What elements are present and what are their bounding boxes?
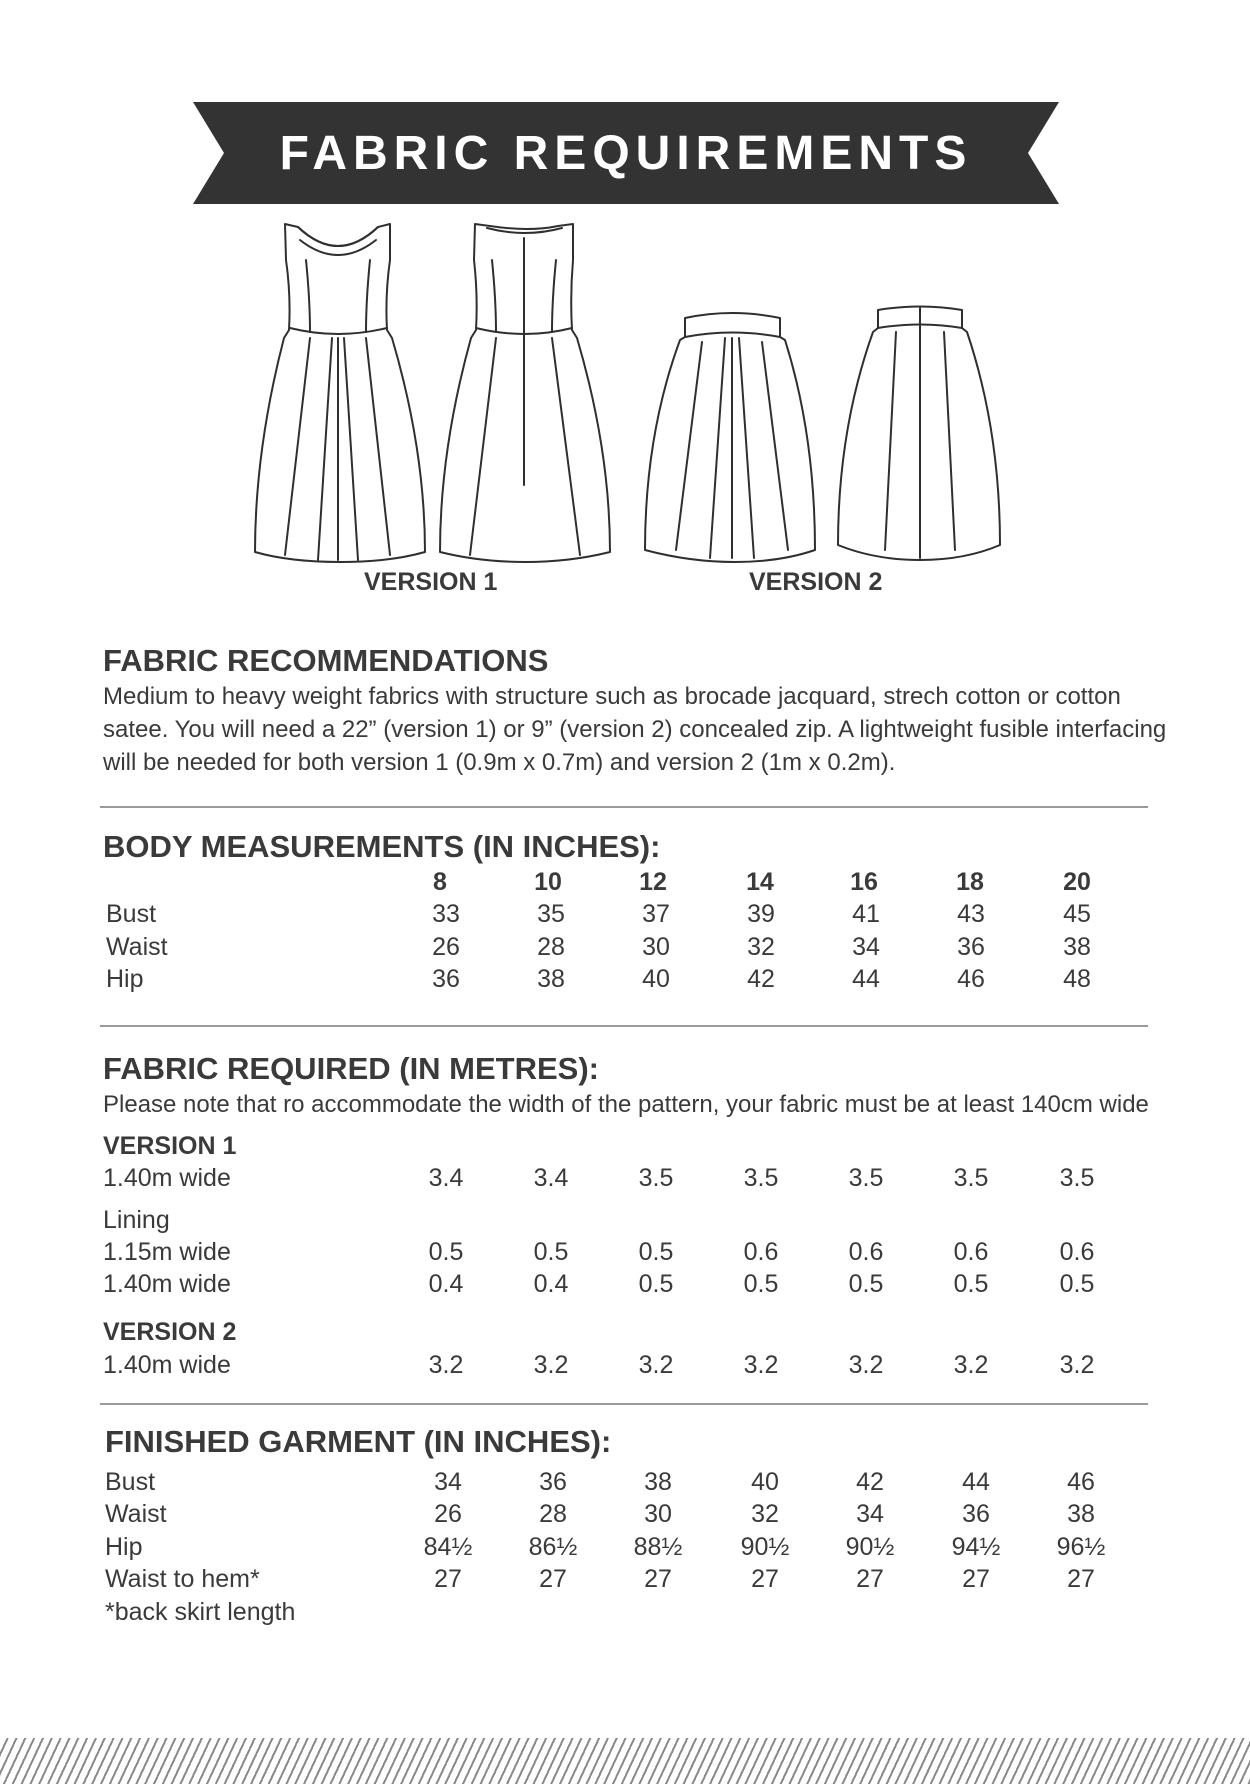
table-cell: 27 xyxy=(644,1565,672,1593)
table-cell: 33 xyxy=(432,900,460,928)
table-cell: 43 xyxy=(957,900,985,928)
recommendation-line: Medium to heavy weight fabrics with structure such as brocade jacquard, strech cotton or cotton xyxy=(103,683,1121,710)
footnote: *back skirt length xyxy=(105,1598,296,1626)
title-banner xyxy=(193,102,1059,204)
table-cell: 28 xyxy=(539,1500,567,1528)
table-cell: 0.5 xyxy=(848,1270,884,1298)
size-header: 20 xyxy=(1063,868,1091,896)
divider xyxy=(100,806,1148,808)
table-cell: 32 xyxy=(751,1500,779,1528)
table-cell: 27 xyxy=(962,1565,990,1593)
table-cell: 36 xyxy=(432,965,460,993)
divider xyxy=(100,1025,1148,1027)
table-cell: 44 xyxy=(962,1468,990,1496)
table-cell: 3.2 xyxy=(953,1351,989,1379)
table-cell: 0.5 xyxy=(743,1270,779,1298)
table-cell: 3.2 xyxy=(848,1351,884,1379)
table-cell: 27 xyxy=(751,1565,779,1593)
table-cell: 39 xyxy=(747,900,775,928)
size-header: 14 xyxy=(746,868,774,896)
table-cell: 88½ xyxy=(633,1533,683,1561)
table-cell: 27 xyxy=(434,1565,462,1593)
size-header: 18 xyxy=(956,868,984,896)
table-cell: 37 xyxy=(642,900,670,928)
page-title: FABRIC REQUIREMENTS xyxy=(279,126,973,180)
size-header: 16 xyxy=(850,868,878,896)
table-row xyxy=(0,1468,1250,1500)
version-2-label: VERSION 2 xyxy=(749,568,883,596)
table-cell: 0.6 xyxy=(953,1238,989,1266)
table-cell: 27 xyxy=(1067,1565,1095,1593)
table-row xyxy=(0,965,1250,997)
table-cell: 86½ xyxy=(528,1533,578,1561)
dress-back-drawing xyxy=(440,224,610,562)
version-2-heading: VERSION 2 xyxy=(103,1318,237,1346)
table-cell: 0.6 xyxy=(848,1238,884,1266)
table-cell: 36 xyxy=(962,1500,990,1528)
row-label: 1.40m wide xyxy=(103,1164,231,1192)
size-header: 10 xyxy=(534,868,562,896)
table-cell: 3.5 xyxy=(953,1164,989,1192)
row-label: Waist xyxy=(105,1500,167,1528)
fabric-recommendations-text xyxy=(103,680,1183,779)
row-label: Bust xyxy=(106,900,157,928)
table-cell: 3.2 xyxy=(533,1351,569,1379)
table-cell: 3.2 xyxy=(1059,1351,1095,1379)
striped-footer-border xyxy=(0,1738,1250,1784)
table-cell: 90½ xyxy=(740,1533,790,1561)
table-cell: 3.4 xyxy=(533,1164,569,1192)
table-cell: 38 xyxy=(1063,933,1091,961)
table-cell: 0.5 xyxy=(1059,1270,1095,1298)
row-label: Waist xyxy=(106,933,168,961)
table-cell: 84½ xyxy=(423,1533,473,1561)
table-cell: 0.5 xyxy=(428,1238,464,1266)
table-cell: 3.5 xyxy=(743,1164,779,1192)
table-cell: 40 xyxy=(751,1468,779,1496)
table-cell: 90½ xyxy=(845,1533,895,1561)
body-measurements-heading: BODY MEASUREMENTS (IN INCHES): xyxy=(103,829,661,864)
skirt-front-drawing xyxy=(645,313,815,562)
table-cell: 36 xyxy=(957,933,985,961)
table-cell: 0.5 xyxy=(953,1270,989,1298)
finished-garment-heading: FINISHED GARMENT (IN INCHES): xyxy=(105,1424,612,1459)
garment-illustrations xyxy=(240,220,1020,590)
table-cell: 30 xyxy=(644,1500,672,1528)
table-row xyxy=(0,933,1250,965)
table-cell: 30 xyxy=(642,933,670,961)
table-cell: 0.6 xyxy=(1059,1238,1095,1266)
row-label: Hip xyxy=(106,965,144,993)
table-cell: 96½ xyxy=(1056,1533,1106,1561)
table-cell: 48 xyxy=(1063,965,1091,993)
recommendation-line: will be needed for both version 1 (0.9m x 0.7m) and version 2 (1m x 0.2m). xyxy=(103,749,896,776)
row-label: Waist to hem* xyxy=(105,1565,260,1593)
table-cell: 28 xyxy=(537,933,565,961)
table-cell: 3.2 xyxy=(638,1351,674,1379)
table-cell: 35 xyxy=(537,900,565,928)
table-cell: 26 xyxy=(432,933,460,961)
table-row xyxy=(0,1500,1250,1532)
row-label: 1.40m wide xyxy=(103,1351,231,1379)
table-cell: 42 xyxy=(856,1468,884,1496)
table-row xyxy=(0,1238,1250,1270)
lining-heading: Lining xyxy=(103,1206,170,1234)
table-cell: 26 xyxy=(434,1500,462,1528)
table-cell: 40 xyxy=(642,965,670,993)
table-cell: 27 xyxy=(539,1565,567,1593)
table-cell: 27 xyxy=(856,1565,884,1593)
table-row xyxy=(0,1270,1250,1302)
table-cell: 34 xyxy=(434,1468,462,1496)
row-label: 1.15m wide xyxy=(103,1238,231,1266)
table-cell: 3.2 xyxy=(428,1351,464,1379)
table-cell: 38 xyxy=(537,965,565,993)
table-cell: 3.5 xyxy=(638,1164,674,1192)
dress-front-drawing xyxy=(255,224,425,562)
fabric-recommendations-heading: FABRIC RECOMMENDATIONS xyxy=(103,643,549,678)
table-cell: 0.4 xyxy=(533,1270,569,1298)
table-cell: 38 xyxy=(644,1468,672,1496)
table-row xyxy=(0,900,1250,932)
table-cell: 46 xyxy=(957,965,985,993)
table-row xyxy=(0,1351,1250,1383)
table-cell: 42 xyxy=(747,965,775,993)
table-cell: 3.5 xyxy=(848,1164,884,1192)
table-row xyxy=(0,1164,1250,1196)
version-1-label: VERSION 1 xyxy=(364,568,498,596)
table-cell: 0.5 xyxy=(638,1270,674,1298)
table-cell: 3.5 xyxy=(1059,1164,1095,1192)
row-label: Bust xyxy=(105,1468,156,1496)
size-header: 8 xyxy=(433,868,447,896)
table-cell: 45 xyxy=(1063,900,1091,928)
fabric-required-heading: FABRIC REQUIRED (IN METRES): xyxy=(103,1051,599,1086)
table-cell: 94½ xyxy=(951,1533,1001,1561)
skirt-back-drawing xyxy=(838,307,1000,561)
table-row xyxy=(0,1565,1250,1597)
version-1-heading: VERSION 1 xyxy=(103,1132,237,1160)
table-cell: 41 xyxy=(852,900,880,928)
table-cell: 3.2 xyxy=(743,1351,779,1379)
table-cell: 0.5 xyxy=(533,1238,569,1266)
table-cell: 3.4 xyxy=(428,1164,464,1192)
table-cell: 34 xyxy=(856,1500,884,1528)
size-header-row xyxy=(0,868,1250,900)
row-label: Hip xyxy=(105,1533,143,1561)
divider xyxy=(100,1403,1148,1405)
size-header: 12 xyxy=(639,868,667,896)
table-cell: 0.4 xyxy=(428,1270,464,1298)
table-cell: 0.6 xyxy=(743,1238,779,1266)
table-cell: 46 xyxy=(1067,1468,1095,1496)
row-label: 1.40m wide xyxy=(103,1270,231,1298)
recommendation-line: satee. You will need a 22” (version 1) or 9” (version 2) concealed zip. A lightweight fusible interfacing xyxy=(103,716,1167,743)
fabric-width-note: Please note that ro accommodate the width of the pattern, your fabric must be at least 140cm wide xyxy=(103,1091,1149,1118)
table-cell: 0.5 xyxy=(638,1238,674,1266)
table-row xyxy=(0,1533,1250,1565)
table-cell: 36 xyxy=(539,1468,567,1496)
table-cell: 34 xyxy=(852,933,880,961)
table-cell: 32 xyxy=(747,933,775,961)
table-cell: 38 xyxy=(1067,1500,1095,1528)
table-cell: 44 xyxy=(852,965,880,993)
